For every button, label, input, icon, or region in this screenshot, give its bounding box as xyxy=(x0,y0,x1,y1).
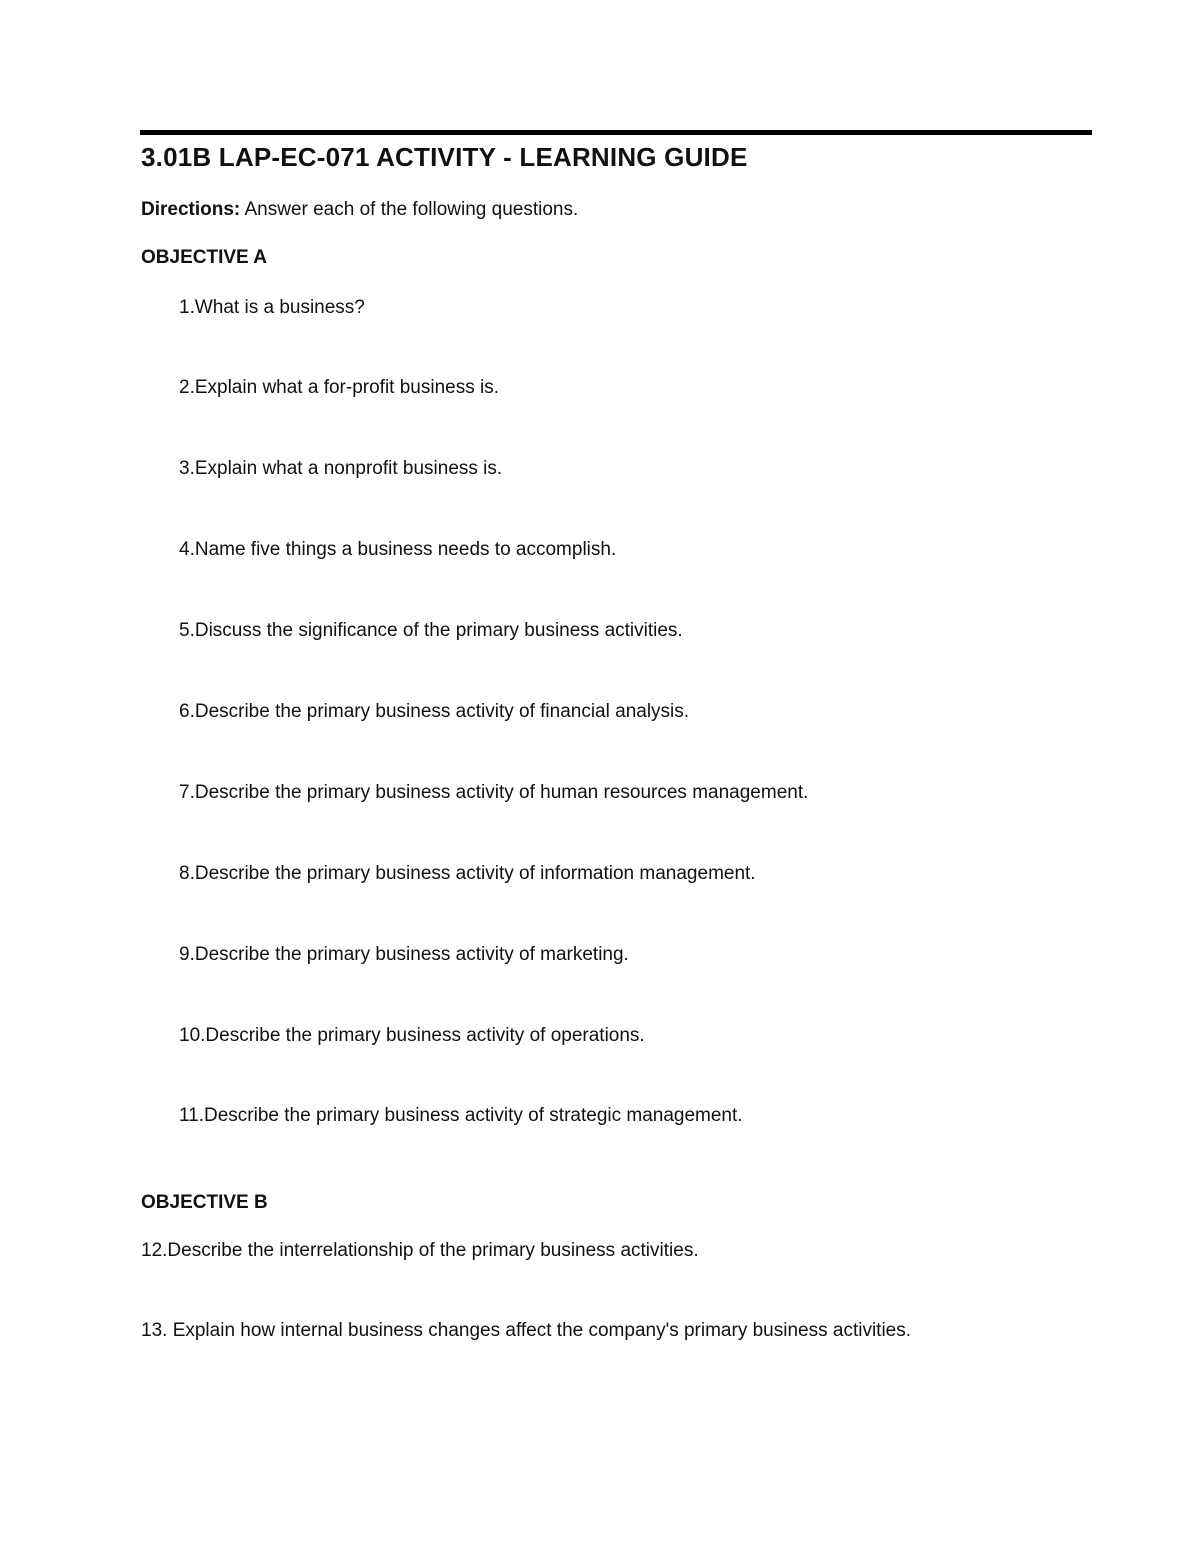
question-7: 7.Describe the primary business activity of human resources management. xyxy=(179,782,809,803)
question-4: 4.Name five things a business needs to accomplish. xyxy=(179,539,617,560)
question-11: 11.Describe the primary business activity of strategic management. xyxy=(179,1105,743,1126)
document-title: 3.01B LAP-EC-071 ACTIVITY - LEARNING GUIDE xyxy=(141,142,748,172)
objective-b-heading: OBJECTIVE B xyxy=(141,1192,268,1213)
question-6: 6.Describe the primary business activity of financial analysis. xyxy=(179,701,690,722)
question-9: 9.Describe the primary business activity of marketing. xyxy=(179,944,629,965)
objective-a-heading: OBJECTIVE A xyxy=(141,247,267,268)
question-5: 5.Discuss the significance of the primary business activities. xyxy=(179,620,683,641)
header-rule xyxy=(140,130,1092,135)
question-12: 12.Describe the interrelationship of the primary business activities. xyxy=(141,1240,699,1261)
question-10: 10.Describe the primary business activity of operations. xyxy=(179,1025,645,1046)
question-1: 1.What is a business? xyxy=(179,297,365,318)
question-3: 3.Explain what a nonprofit business is. xyxy=(179,458,503,479)
directions-text: Answer each of the following questions. xyxy=(244,199,579,220)
question-13: 13. Explain how internal business changes affect the company's primary business activities. xyxy=(141,1320,912,1341)
question-2: 2.Explain what a for-profit business is. xyxy=(179,377,499,398)
directions-label: Directions: xyxy=(141,199,241,220)
question-8: 8.Describe the primary business activity of information management. xyxy=(179,863,756,884)
directions xyxy=(141,199,578,221)
